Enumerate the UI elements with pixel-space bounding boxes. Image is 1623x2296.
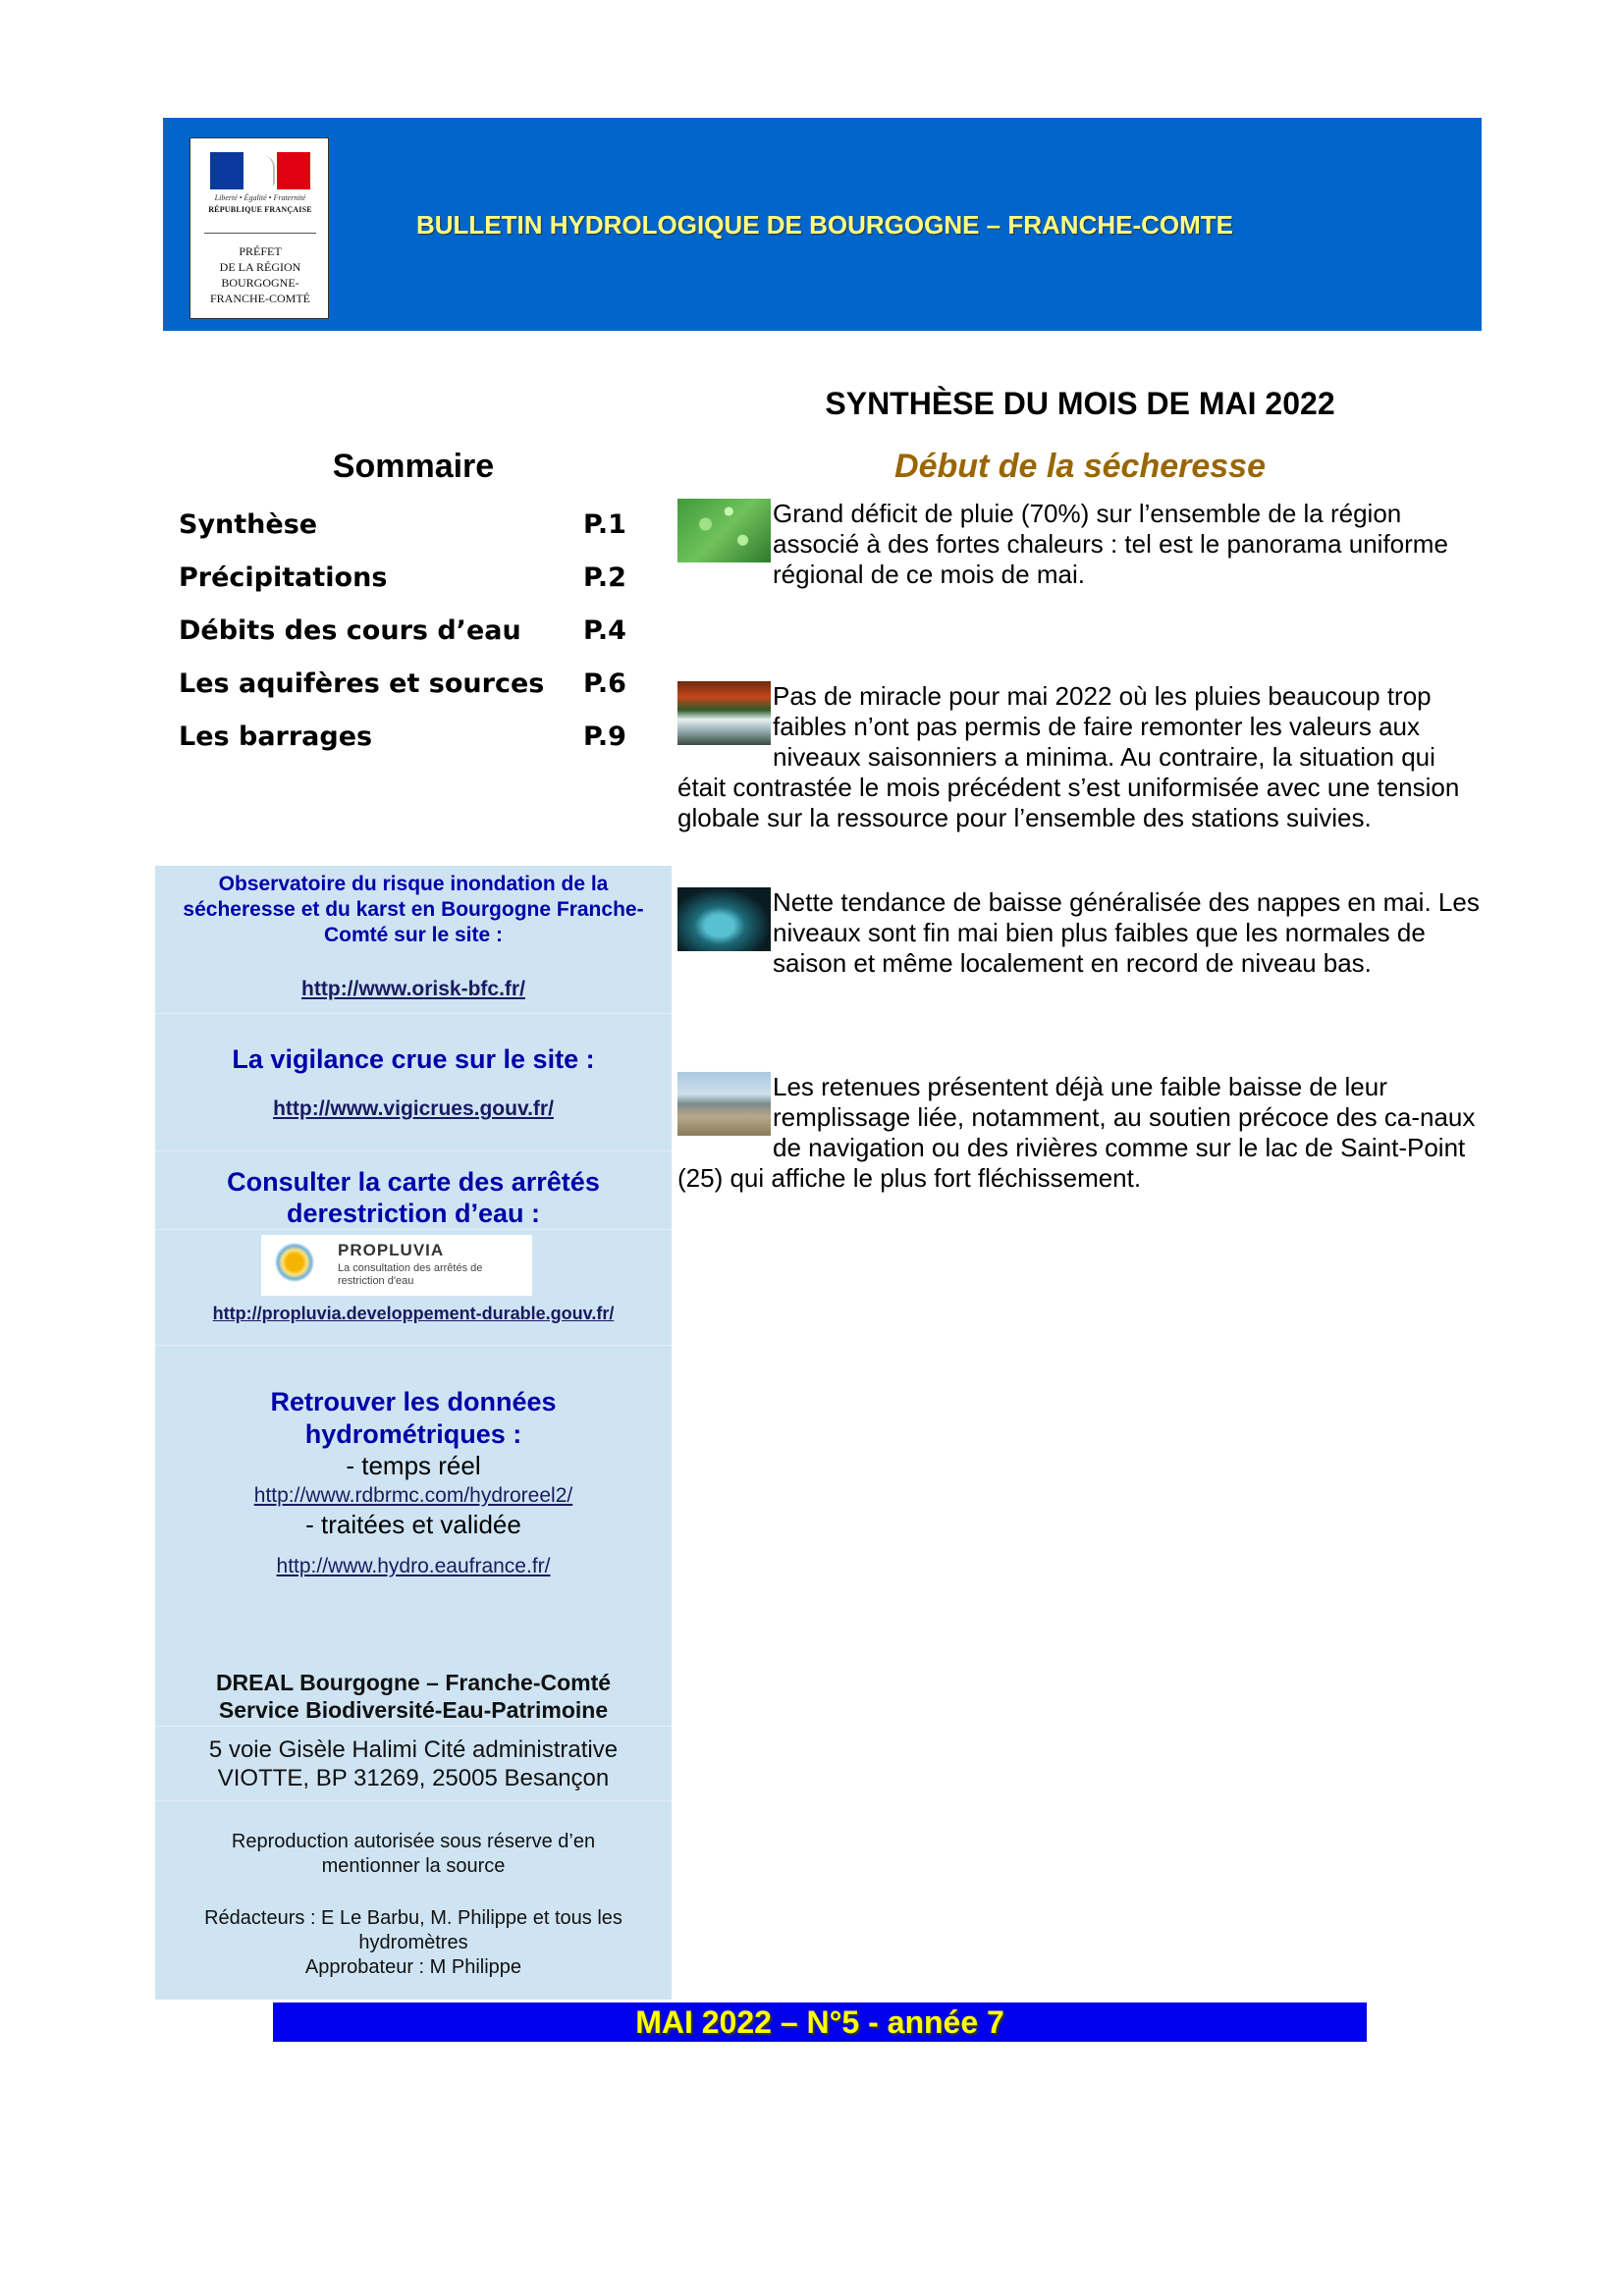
reproduction-notice: Reproduction autorisée sous réserve d’en mentionner la source xyxy=(231,1831,596,1877)
toc-label: Précipitations xyxy=(179,562,388,593)
propluvia-name: PROPLUVIA xyxy=(338,1241,445,1259)
donnees-title: Retrouver les données hydrométriques : xyxy=(270,1387,557,1449)
synthese-paragraph-barrages: Les retenues présentent déjà une faible baisse de leur remplissage liée, notamment, au soutien précoce des ca-naux de navigation ou des rivières comme sur le lac de Saint-Point (25) qui affiche le plus fort fléchissement. xyxy=(677,1072,1476,1193)
synthese-paragraph-debits: Pas de miracle pour mai 2022 où les pluies beaucoup trop faibles n’ont pas permis de faire remonter les valeurs aux niveaux saisonniers a minima. Au contraire, la situation qui était contrastée le mois précédent s’est uniformisée avec une tension globale sur la ressource pour l’ensemble des stations suivies. xyxy=(677,681,1460,832)
toc-label: Les barrages xyxy=(179,721,373,752)
synthese-paragraph-nappes: Nette tendance de baisse généralisée des nappes en mai. Les niveaux sont fin mai bien plus faibles que les normales de saison et même localement en record de niveau bas. xyxy=(677,887,1483,979)
toc-item-debits[interactable] xyxy=(179,615,630,655)
toc-page: P.2 xyxy=(583,562,626,593)
vigicrues-link[interactable]: http://www.vigicrues.gouv.fr/ xyxy=(273,1097,554,1120)
toc-page: P.1 xyxy=(583,509,626,540)
propluvia-logo[interactable] xyxy=(261,1235,532,1296)
info-panel xyxy=(155,866,672,2000)
logo-devise: Liberté • Égalité • Fraternité xyxy=(214,193,306,202)
synthese-paragraph-pluie: Grand déficit de pluie (70%) sur l’ensemble de la région associé à des fortes chaleurs : tel est le panorama uniforme régional de ce mois de mai. xyxy=(677,499,1483,590)
redacteurs-credits: Rédacteurs : E Le Barbu, M. Philippe et tous les hydromètres Approbateur : M Philippe xyxy=(204,1907,622,1978)
logo-prefet-text: PRÉFET DE LA RÉGION BOURGOGNE- FRANCHE-COMTÉ xyxy=(209,244,310,305)
toc-item-aquiferes[interactable] xyxy=(179,668,630,708)
logo-republique: RÉPUBLIQUE FRANÇAISE xyxy=(208,205,312,214)
toc-label: Synthèse xyxy=(179,509,318,540)
synthese-subtitle: Début de la sécheresse xyxy=(894,448,1266,485)
issue-label: MAI 2022 – N°5 - année 7 xyxy=(635,2004,1004,2040)
sommaire-title: Sommaire xyxy=(332,448,495,485)
propluvia-link[interactable]: http://propluvia.developpement-durable.gouv.fr/ xyxy=(212,1304,615,1323)
rain-drops-thumbnail-icon xyxy=(677,499,771,562)
dreal-address: 5 voie Gisèle Halimi Cité administrative VIOTTE, BP 31269, 25005 Besançon xyxy=(208,1736,619,1791)
republique-flag-icon xyxy=(210,152,310,189)
synthese-title: SYNTHÈSE DU MOIS DE MAI 2022 xyxy=(825,386,1335,421)
toc-item-barrages[interactable] xyxy=(179,721,630,761)
validees-label: - traitées et validée xyxy=(305,1510,521,1539)
toc-item-precipitations[interactable] xyxy=(179,562,630,602)
propluvia-tagline: La consultation des arrêtés de restriction d'eau xyxy=(338,1262,483,1287)
observatoire-text: Observatoire du risque inondation de la sécheresse et du karst en Bourgogne Franche- Comté sur le site : xyxy=(183,873,644,946)
hydro-eaufrance-link[interactable]: http://www.hydro.eaufrance.fr/ xyxy=(276,1555,551,1577)
toc-page: P.6 xyxy=(583,668,626,699)
vigilance-title: La vigilance crue sur le site : xyxy=(232,1044,595,1074)
cave-thumbnail-icon xyxy=(677,887,771,951)
orisk-link[interactable]: http://www.orisk-bfc.fr/ xyxy=(301,978,525,1000)
toc-page: P.4 xyxy=(583,615,626,646)
logo-divider xyxy=(204,233,316,234)
toc-page: P.9 xyxy=(583,721,626,752)
bulletin-title: BULLETIN HYDROLOGIQUE DE BOURGOGNE – FRANCHE-COMTE xyxy=(415,210,1233,240)
dreal-name: DREAL Bourgogne – Franche-Comté Service Biodiversité-Eau-Patrimoine xyxy=(215,1670,612,1723)
toc-item-synthese[interactable] xyxy=(179,509,630,549)
arretes-title: Consulter la carte des arrêtés derestriction d’eau : xyxy=(227,1167,600,1228)
hydroreel-link[interactable]: http://www.rdbrmc.com/hydroreel2/ xyxy=(253,1484,573,1507)
toc-label: Débits des cours d’eau xyxy=(179,615,521,646)
dam-thumbnail-icon xyxy=(677,1072,771,1136)
toc-label: Les aquifères et sources xyxy=(179,668,545,699)
prefet-logo xyxy=(189,137,329,319)
waterfall-thumbnail-icon xyxy=(677,681,771,745)
sun-icon xyxy=(275,1243,314,1282)
temps-reel-label: - temps réel xyxy=(346,1451,481,1480)
